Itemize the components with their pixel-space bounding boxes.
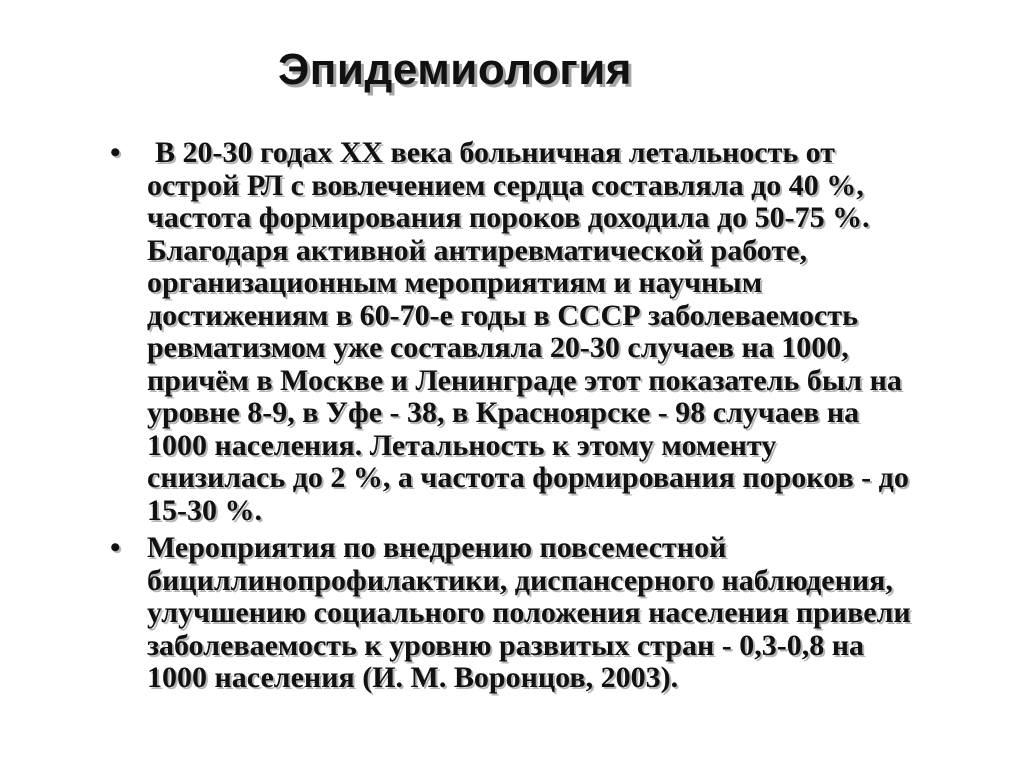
bullet-dot-icon: •	[110, 136, 121, 169]
text-line: достижениям в 60-70-е годы в СССР заболеваемость	[147, 298, 858, 332]
text-line: организационным мероприятиям и научным	[147, 266, 763, 299]
slide-title: Эпидемиология	[278, 45, 632, 94]
bullet-list	[110, 137, 1000, 700]
text-line: 15-30 %.	[147, 493, 262, 527]
text-line: 1000 населения (И. М. Воронцов, 2003).	[147, 661, 679, 694]
text-line: заболеваемость к уровню развитых стран - 0,3-0,8 на	[147, 628, 865, 662]
bullet-item-prevention-measures	[110, 532, 1000, 695]
text-line: причём в Москве и Ленинграде этот показатель был на	[147, 363, 902, 397]
text-line: В 20-30 годах XX века больничная летальность от	[155, 136, 836, 169]
text-line: частота формирования пороков доходила до 50-75 %.	[147, 201, 870, 234]
text-line: улучшению социального положения населения привели	[147, 596, 911, 629]
text-line: Благодаря активной антиревматической работе,	[147, 233, 807, 267]
text-line: снизилась до 2 %, а частота формирования пороков - до	[147, 461, 909, 494]
text-line: Мероприятия по внедрению повсеместной	[147, 531, 727, 564]
bullet-dot-icon: •	[110, 531, 121, 564]
text-line: уровне 8-9, в Уфе - 38, в Красноярске - 98 случаев на	[147, 396, 860, 429]
text-line: 1000 населения. Летальность к этому моменту	[147, 428, 777, 462]
bullet-item-epidemiology-history	[110, 137, 1000, 527]
text-line: ревматизмом уже составляла 20-30 случаев на 1000,	[147, 331, 849, 364]
text-line: бициллинопрофилактики, диспансерного наблюдения,	[147, 563, 893, 597]
text-line: острой РЛ с вовлечением сердца составляла до 40 %,	[147, 168, 864, 202]
